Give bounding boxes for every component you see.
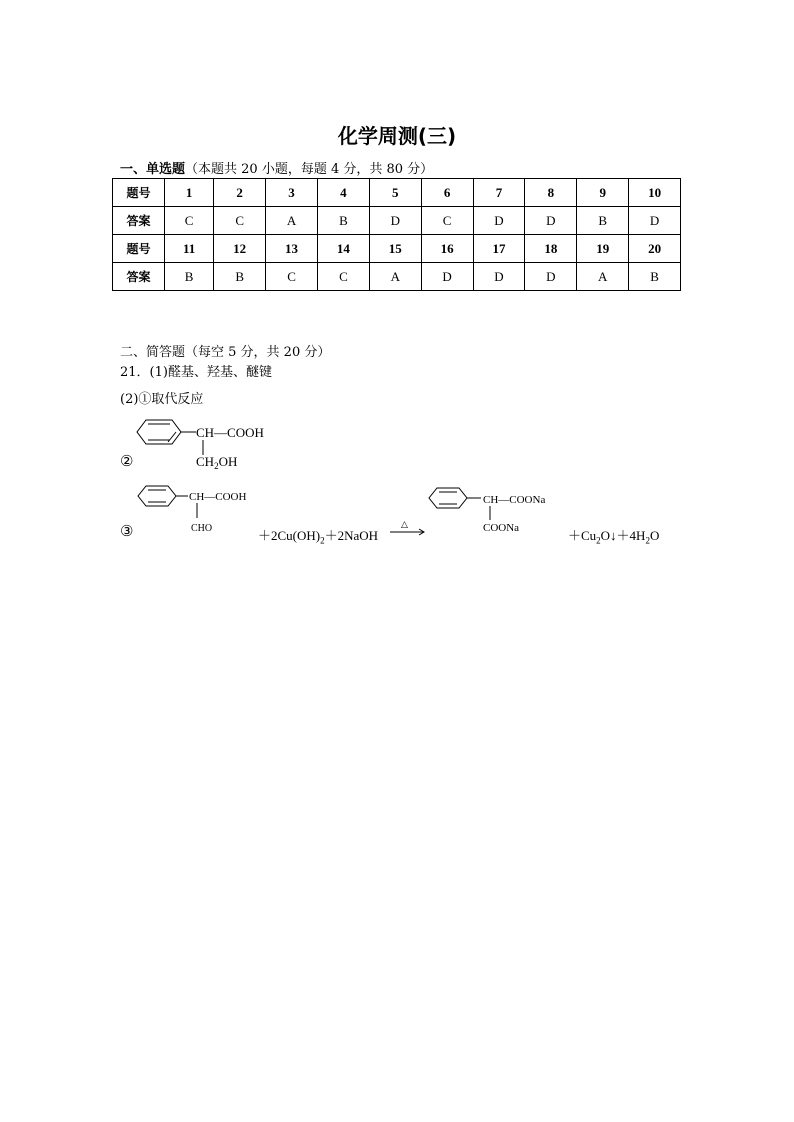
question-label: 题号 xyxy=(113,235,165,263)
answer-cell: D xyxy=(473,263,525,291)
answer-cell: A xyxy=(369,263,421,291)
q21-part2-answer: (2)①取代反应 xyxy=(120,392,204,407)
reagents-text: $+2Cu(OH)_2+2NaOH$ xyxy=(258,528,379,546)
page-title: 化学周测(三) xyxy=(337,124,457,148)
section1-note: （本题共 20 小题，每题 4 分，共 80 分） xyxy=(185,162,434,177)
answer-label: 答案 xyxy=(113,207,165,235)
answer-cell: B xyxy=(629,263,681,291)
question-cell: 16 xyxy=(421,235,473,263)
structure2-top-text: CH—COOH xyxy=(196,425,264,440)
question-cell: 12 xyxy=(214,235,266,263)
question-cell: 19 xyxy=(577,235,629,263)
circled-three-marker: ③ xyxy=(120,522,134,540)
answer-label: 答案 xyxy=(113,263,165,291)
answer-cell: D xyxy=(473,207,525,235)
answer-cell: D xyxy=(525,263,577,291)
answer-cell: B xyxy=(214,263,266,291)
question-cell: 17 xyxy=(473,235,525,263)
heat-symbol-icon: △ xyxy=(401,520,408,530)
structure3a-top-text: CH—COOH xyxy=(189,491,247,503)
answer-cell: A xyxy=(577,263,629,291)
question-cell: 8 xyxy=(525,179,577,207)
answer-cell: D xyxy=(369,207,421,235)
answer-cell: D xyxy=(525,207,577,235)
question-cell: 14 xyxy=(317,235,369,263)
product-top-text: CH—COONa xyxy=(483,494,546,506)
question-cell: 1 xyxy=(165,179,214,207)
question-cell: 7 xyxy=(473,179,525,207)
q21-part1-answer: 21．(1)醛基、羟基、醚键 xyxy=(120,365,272,380)
structure3a-bottom-text: CHO xyxy=(191,523,213,534)
question-cell: 6 xyxy=(421,179,473,207)
question-cell: 13 xyxy=(266,235,318,263)
products-text: $+Cu_2O↓+4H_2O$ xyxy=(568,528,660,546)
benzene-ring-icon xyxy=(137,420,196,444)
question-cell: 10 xyxy=(629,179,681,207)
answer-cell: B xyxy=(577,207,629,235)
section1-label: 一、单选题 xyxy=(120,162,186,177)
structure2-bottom-text: $CH_2OH$ xyxy=(196,454,238,471)
answer-cell: B xyxy=(317,207,369,235)
question-cell: 20 xyxy=(629,235,681,263)
answer-cell: C xyxy=(421,207,473,235)
question-label: 题号 xyxy=(113,179,165,207)
answer-cell: C xyxy=(165,207,214,235)
answer-cell: A xyxy=(266,207,318,235)
question-cell: 11 xyxy=(165,235,214,263)
question-cell: 2 xyxy=(214,179,266,207)
answer-cell: B xyxy=(165,263,214,291)
product-bottom-text: COONa xyxy=(483,522,520,534)
question-cell: 3 xyxy=(266,179,318,207)
question-cell: 15 xyxy=(369,235,421,263)
question-cell: 9 xyxy=(577,179,629,207)
question-cell: 4 xyxy=(317,179,369,207)
circled-two-marker: ② xyxy=(120,452,134,470)
answer-cell: D xyxy=(421,263,473,291)
benzene-ring-icon xyxy=(138,486,188,506)
answer-cell: D xyxy=(629,207,681,235)
section2-heading: 二、简答题（每空 5 分，共 20 分） xyxy=(120,345,331,360)
question-cell: 18 xyxy=(525,235,577,263)
answer-cell: C xyxy=(317,263,369,291)
benzene-ring-icon xyxy=(429,488,481,508)
answer-cell: C xyxy=(266,263,318,291)
answer-cell: C xyxy=(214,207,266,235)
question-cell: 5 xyxy=(369,179,421,207)
